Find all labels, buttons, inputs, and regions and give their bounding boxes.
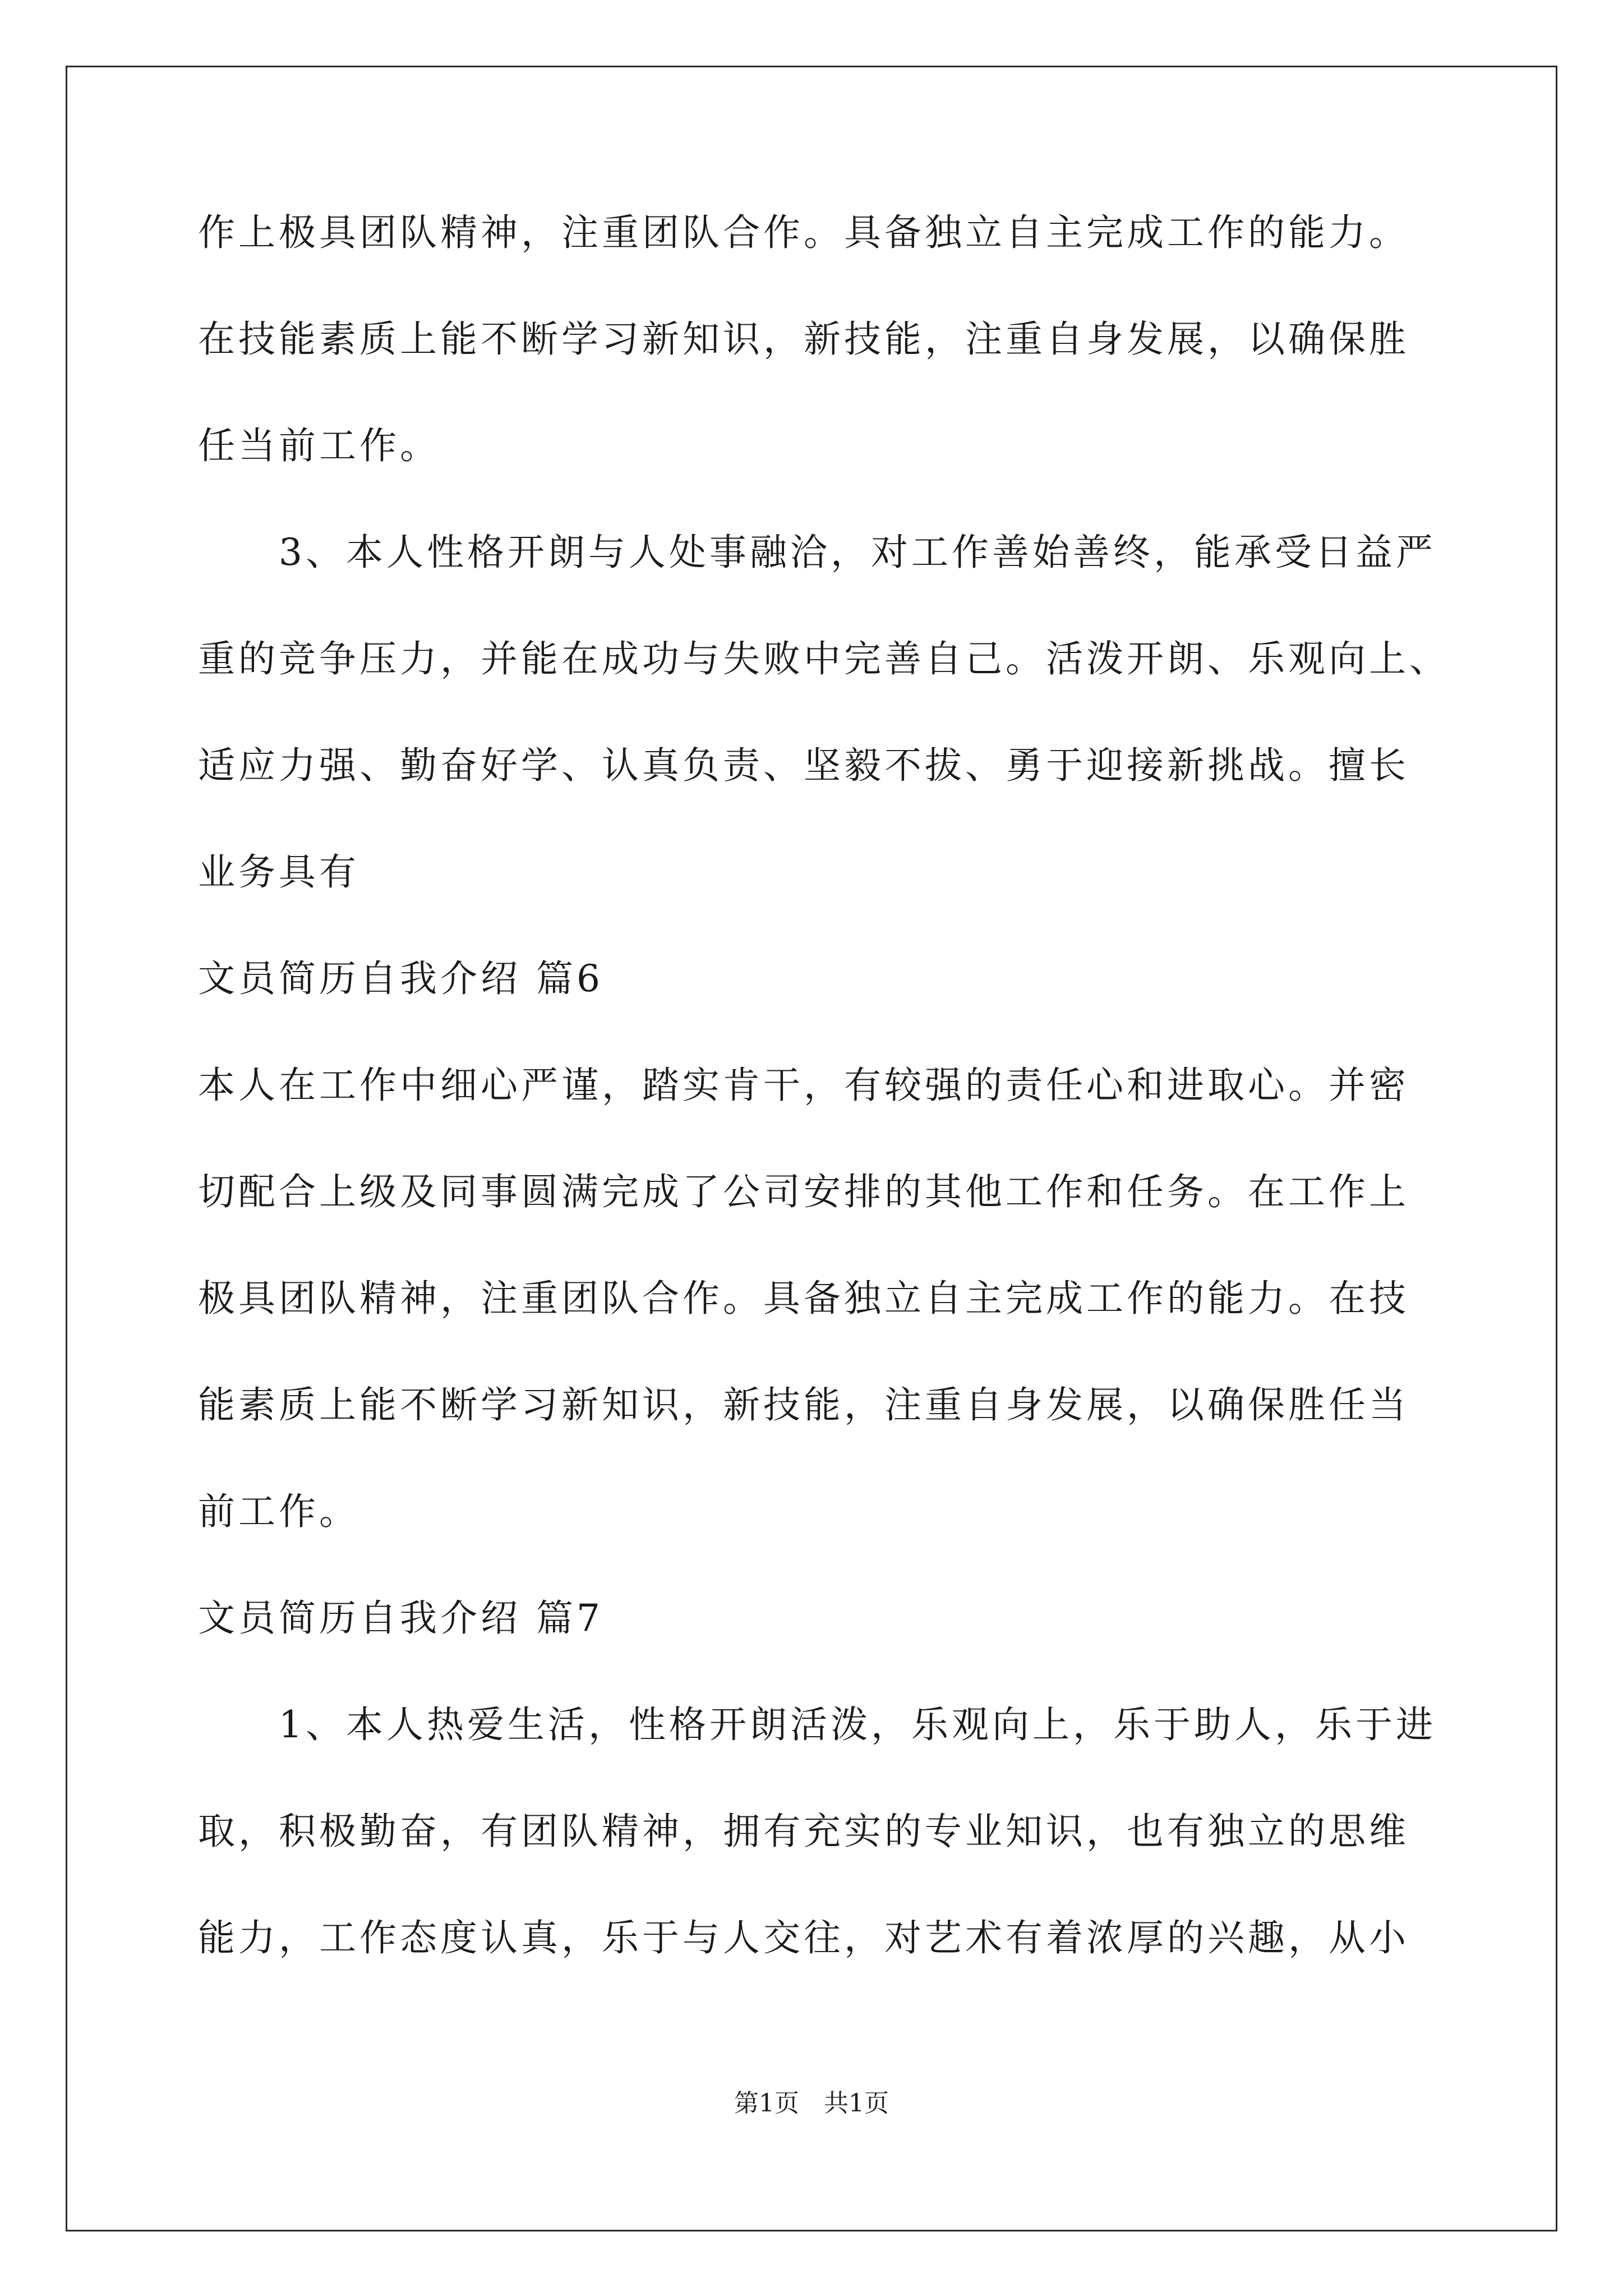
body-text-line: 适应力强、勤奋好学、认真负责、坚毅不拔、勇于迎接新挑战。擅长 — [198, 744, 1409, 787]
page-border — [66, 66, 1557, 2231]
body-text-line: 任当前工作。 — [198, 424, 440, 467]
body-text-line: 能素质上能不断学习新知识，新技能，注重自身发展，以确保胜任当 — [198, 1383, 1409, 1427]
body-text-line: 在技能素质上能不断学习新知识，新技能，注重自身发展，以确保胜 — [198, 318, 1409, 361]
body-text-line: 3、本人性格开朗与人处事融洽，对工作善始善终，能承受日益严 — [198, 531, 1436, 574]
section-heading: 文员简历自我介绍 篇7 — [198, 1596, 603, 1640]
body-text-line: 切配合上级及同事圆满完成了公司安排的其他工作和任务。在工作上 — [198, 1170, 1409, 1213]
body-text-line: 作上极具团队精神，注重团队合作。具备独立自主完成工作的能力。 — [198, 211, 1409, 254]
body-text-line: 前工作。 — [198, 1490, 359, 1533]
body-text-line: 本人在工作中细心严谨，踏实肯干，有较强的责任心和进取心。并密 — [198, 1064, 1409, 1107]
body-text-line: 1、本人热爱生活，性格开朗活泼，乐观向上，乐于助人，乐于进 — [198, 1703, 1436, 1746]
body-text-line: 取，积极勤奋，有团队精神，拥有充实的专业知识，也有独立的思维 — [198, 1810, 1409, 1853]
body-text-line: 极具团队精神，注重团队合作。具备独立自主完成工作的能力。在技 — [198, 1277, 1409, 1320]
page-footer: 第1页 共1页 — [734, 2089, 889, 2118]
section-heading: 文员简历自我介绍 篇6 — [198, 957, 603, 1000]
body-text-line: 业务具有 — [198, 850, 359, 894]
body-text-line: 重的竞争压力，并能在成功与失败中完善自己。活泼开朗、乐观向上、 — [198, 637, 1450, 680]
body-text-line: 能力，工作态度认真，乐于与人交往，对艺术有着浓厚的兴趣，从小 — [198, 1916, 1409, 1959]
